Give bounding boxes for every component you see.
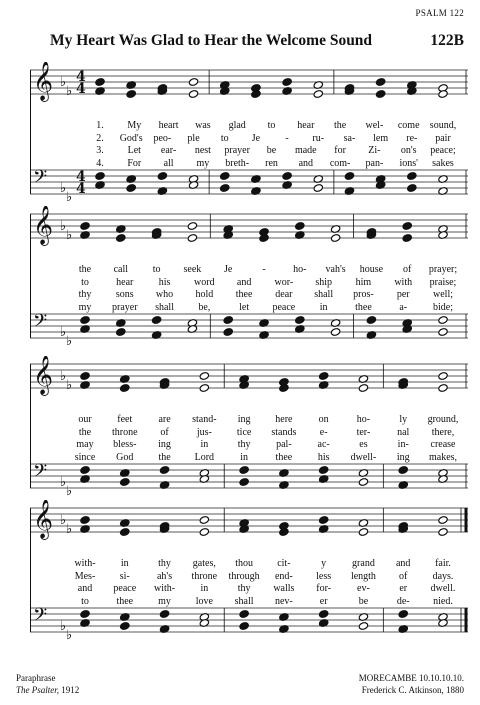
- tenor-note: [159, 610, 169, 619]
- lyric-syllable: his: [317, 451, 330, 463]
- alto-note: [120, 384, 130, 393]
- lyric-syllable: to: [81, 595, 89, 607]
- lyric-syllable: thy: [237, 439, 251, 450]
- hymn-number: 122B: [430, 32, 464, 49]
- psalter-year: 1912: [59, 685, 80, 695]
- soprano-note: [199, 516, 209, 525]
- lyric-syllable: Je: [251, 132, 261, 144]
- lyric-syllable: thee: [275, 451, 293, 463]
- lyric-syllable: the: [158, 451, 171, 463]
- lyric-syllable: on: [318, 414, 329, 425]
- tenor-note: [157, 172, 167, 181]
- flat-sign-icon: ♭: [60, 513, 67, 528]
- lyric-syllable: sakes: [432, 157, 454, 169]
- lyric-syllable: end-: [274, 570, 293, 582]
- lyric-syllable: e-: [319, 426, 328, 438]
- lyric-syllable: for: [334, 145, 346, 156]
- lyric-syllable: y: [321, 558, 327, 569]
- lyric-syllable: nal: [397, 426, 410, 438]
- lyric-syllable: less: [316, 570, 332, 582]
- lyric-syllable: nied.: [433, 595, 453, 607]
- lyric-syllable: in: [240, 451, 248, 463]
- lyric-syllable: ter-: [356, 426, 371, 438]
- treble-clef-icon: 𝄞: [33, 500, 54, 539]
- lyric-syllable: in: [319, 301, 328, 313]
- lyric-syllable: feet: [117, 414, 133, 425]
- lyric-syllable: prayer: [224, 145, 250, 156]
- lyric-syllable: pros-: [353, 289, 374, 300]
- lyric-syllable: thou: [235, 558, 253, 569]
- soprano-note: [295, 222, 305, 231]
- tenor-note: [318, 466, 328, 475]
- lyric-syllable: of: [160, 426, 169, 438]
- time-signature-digit: 4: [76, 81, 86, 97]
- lyric-syllable: Let: [127, 145, 141, 156]
- alto-note: [313, 90, 323, 99]
- lyric-syllable: love: [195, 595, 213, 607]
- lyric-syllable: thee: [355, 301, 372, 313]
- lyric-syllable: glad: [228, 120, 246, 131]
- flat-sign-icon: ♭: [66, 228, 73, 243]
- lyric-syllable: let: [239, 301, 250, 313]
- time-signature-digit: 4: [76, 181, 86, 197]
- soprano-note: [402, 222, 412, 231]
- lyric-syllable: tice: [236, 426, 252, 438]
- lyric-syllable: stand-: [192, 414, 217, 425]
- lyric-syllable: bless-: [113, 439, 137, 450]
- time-signature-digit: 4: [76, 69, 86, 85]
- flat-sign-icon: ♭: [66, 334, 73, 346]
- lyric-syllable: shall: [314, 289, 334, 300]
- lyric-syllable: for-: [316, 583, 332, 594]
- lyric-syllable: pal-: [276, 439, 292, 450]
- flat-sign-icon: ♭: [60, 75, 67, 90]
- soprano-note: [375, 78, 385, 87]
- bass-note: [358, 478, 368, 487]
- flat-sign-icon: ♭: [66, 378, 73, 393]
- alto-note: [199, 528, 209, 537]
- lyric-syllable: in: [200, 439, 209, 450]
- treble-clef-icon: 𝄞: [33, 356, 54, 395]
- lyric-syllable: si-: [119, 570, 130, 582]
- lyric-syllable: his: [158, 276, 171, 288]
- tenor-note: [95, 172, 105, 181]
- lyric-syllable: was: [195, 120, 211, 131]
- bass-note: [438, 328, 448, 337]
- lyric-syllable: who: [155, 289, 174, 300]
- lyric-syllable: seek: [183, 264, 202, 275]
- psalter-source: The Psalter,: [16, 685, 60, 695]
- lyric-syllable: dwell.: [430, 583, 456, 594]
- lyric-syllable: ac-: [317, 439, 330, 450]
- bass-note: [223, 328, 233, 337]
- flat-sign-icon: ♭: [60, 219, 67, 234]
- composer-credit: Frederick C. Atkinson, 1880: [361, 685, 464, 695]
- lyric-syllable: since: [74, 451, 96, 463]
- lyric-syllable: are: [158, 414, 171, 425]
- lyric-syllable: gates,: [192, 558, 216, 569]
- lyric-syllable: shall: [155, 301, 174, 313]
- lyric-syllable: a-: [399, 301, 408, 313]
- lyric-line-verse-4: [30, 596, 468, 608]
- lyric-syllable: -: [262, 264, 266, 275]
- lyric-syllable: 1.: [96, 120, 104, 131]
- lyric-syllable: the: [78, 264, 92, 275]
- tenor-note: [398, 610, 408, 619]
- soprano-note: [80, 222, 90, 231]
- bass-note: [330, 328, 340, 337]
- lyric-syllable: made: [294, 145, 317, 156]
- lyric-syllable: my: [158, 595, 171, 607]
- lyric-line-verse-1: [30, 264, 468, 276]
- flat-sign-icon: ♭: [60, 181, 67, 196]
- soprano-note: [282, 78, 292, 87]
- soprano-note: [318, 516, 328, 525]
- lyric-syllable: my: [196, 157, 210, 169]
- tenor-note: [407, 172, 417, 181]
- lyric-syllable: here: [275, 414, 293, 425]
- tenor-note: [80, 610, 90, 619]
- lyric-syllable: nev-: [274, 595, 293, 607]
- lyric-syllable: For: [127, 157, 142, 169]
- bass-clef-icon: 𝄢: [33, 311, 48, 336]
- time-signature-digit: 4: [76, 169, 86, 185]
- lyric-syllable: Lord: [194, 451, 215, 463]
- lyric-syllable: ground,: [427, 414, 459, 425]
- bass-clef-icon: 𝄢: [33, 167, 48, 192]
- lyric-syllable: through: [228, 570, 260, 582]
- lyric-syllable: with-: [74, 558, 96, 569]
- lyric-syllable: in-: [397, 439, 409, 450]
- flat-sign-icon: ♭: [66, 190, 73, 202]
- tenor-note: [438, 316, 448, 325]
- tenor-note: [80, 466, 90, 475]
- lyric-syllable: be: [358, 595, 369, 607]
- lyric-syllable: ing: [158, 439, 171, 450]
- lyric-syllable: God: [116, 451, 134, 463]
- bass-note: [358, 622, 368, 631]
- bass-note: [120, 478, 130, 487]
- lyric-syllable: prayer: [111, 301, 138, 313]
- lyric-syllable: thy: [158, 558, 171, 569]
- lyric-line-verse-1: [30, 120, 468, 132]
- tenor-note: [344, 172, 354, 181]
- flat-sign-icon: ♭: [66, 484, 73, 496]
- lyric-syllable: peo-: [153, 132, 172, 144]
- tenor-note: [220, 172, 230, 181]
- lyric-syllable: with: [394, 276, 413, 288]
- alto-note: [199, 384, 209, 393]
- lyric-syllable: my: [78, 301, 92, 313]
- bass-note: [239, 478, 249, 487]
- soprano-note: [95, 78, 105, 87]
- alto-note: [358, 384, 368, 393]
- lyric-syllable: breth-: [225, 157, 250, 169]
- lyric-syllable: ho-: [356, 414, 371, 425]
- lyric-syllable: peace: [272, 301, 296, 313]
- lyric-syllable: nest: [194, 145, 211, 156]
- lyric-line-verse-3: [30, 583, 468, 595]
- lyric-syllable: 3.: [96, 145, 104, 156]
- treble-clef-icon: 𝄞: [33, 206, 54, 245]
- lyric-syllable: dear: [275, 289, 293, 300]
- lyric-syllable: God's: [119, 132, 143, 144]
- lyric-syllable: to: [81, 276, 89, 288]
- alto-note: [120, 528, 130, 537]
- lyric-syllable: 2.: [96, 132, 104, 144]
- lyric-syllable: him: [355, 276, 372, 288]
- flat-sign-icon: ♭: [60, 369, 67, 384]
- lyric-syllable: makes,: [428, 451, 458, 463]
- alto-note: [126, 90, 136, 99]
- lyric-syllable: days.: [432, 570, 454, 582]
- alto-note: [438, 528, 448, 537]
- lyric-syllable: ly: [399, 414, 408, 425]
- lyric-line-verse-2: [30, 571, 468, 583]
- lyric-line-verse-4: [30, 302, 468, 314]
- lyric-syllable: word: [194, 276, 215, 288]
- lyric-syllable: length: [350, 570, 376, 582]
- lyric-syllable: grand: [352, 558, 375, 569]
- lyric-syllable: cit-: [277, 558, 291, 569]
- lyric-line-verse-3: [30, 145, 468, 157]
- lyric-syllable: Mes-: [74, 570, 96, 582]
- lyric-syllable: to: [267, 120, 276, 131]
- lyric-syllable: er: [399, 583, 408, 594]
- lyric-syllable: com-: [329, 157, 351, 169]
- lyric-syllable: be: [266, 145, 277, 156]
- lyric-syllable: ing: [396, 451, 410, 463]
- tune-name-meter: MORECAMBE 10.10.10.10.: [358, 673, 464, 683]
- bass-note: [126, 184, 136, 193]
- alto-note: [438, 384, 448, 393]
- lyric-syllable: hold: [195, 289, 214, 300]
- lyric-syllable: ho-: [293, 264, 307, 275]
- alto-note: [402, 234, 412, 243]
- lyric-syllable: of: [403, 264, 412, 275]
- lyric-syllable: the: [78, 426, 92, 438]
- lyric-syllable: wor-: [274, 276, 294, 288]
- alto-note: [330, 234, 340, 243]
- lyric-syllable: thy: [237, 583, 251, 594]
- lyric-syllable: pan-: [365, 157, 384, 169]
- treble-clef-icon: 𝄞: [33, 62, 54, 101]
- lyric-syllable: jus-: [196, 426, 212, 438]
- lyric-syllable: throne: [111, 426, 138, 438]
- lyric-syllable: to: [220, 132, 229, 144]
- text-credit-line-1: Paraphrase: [16, 673, 56, 683]
- lyric-syllable: be,: [198, 301, 211, 313]
- lyric-syllable: re-: [406, 132, 418, 144]
- bass-clef-icon: 𝄢: [33, 461, 48, 486]
- lyric-syllable: Je: [224, 264, 233, 275]
- lyric-syllable: pair: [435, 132, 451, 144]
- bass-note: [407, 184, 417, 193]
- lyric-syllable: de-: [396, 595, 410, 607]
- flat-sign-icon: ♭: [66, 628, 73, 640]
- flat-sign-icon: ♭: [66, 84, 73, 99]
- alto-note: [188, 90, 198, 99]
- alto-note: [187, 234, 197, 243]
- alto-note: [358, 528, 368, 537]
- lyric-syllable: shall: [234, 595, 254, 607]
- soprano-note: [199, 372, 209, 381]
- lyric-syllable: heart: [158, 120, 179, 131]
- lyric-syllable: ions': [399, 157, 418, 169]
- lyric-syllable: per: [396, 289, 410, 300]
- lyric-syllable: sound,: [429, 120, 457, 131]
- tenor-note: [282, 172, 292, 181]
- lyric-syllable: dwell-: [350, 451, 377, 463]
- bass-note: [313, 184, 323, 193]
- lyric-syllable: and: [395, 558, 411, 569]
- lyric-line-verse-1: [30, 414, 468, 426]
- flat-sign-icon: ♭: [60, 475, 67, 490]
- soprano-note: [318, 372, 328, 381]
- lyric-syllable: in: [200, 583, 209, 594]
- flat-sign-icon: ♭: [60, 325, 67, 340]
- lyric-syllable: ah's: [156, 570, 173, 582]
- soprano-note: [438, 372, 448, 381]
- lyric-syllable: lem: [373, 132, 389, 144]
- hymn-title: My Heart Was Glad to Hear the Welcome Sound: [50, 32, 373, 49]
- lyric-syllable: thee: [116, 595, 134, 607]
- lyric-syllable: prayer;: [428, 264, 458, 275]
- bass-note: [220, 184, 230, 193]
- tenor-note: [295, 316, 305, 325]
- lyric-syllable: praise;: [429, 276, 457, 288]
- lyric-line-verse-2: [30, 133, 468, 145]
- lyric-syllable: ev-: [357, 583, 370, 594]
- tenor-note: [398, 466, 408, 475]
- lyric-syllable: ing: [237, 414, 251, 425]
- lyric-syllable: hear: [116, 276, 134, 288]
- soprano-note: [80, 372, 90, 381]
- lyric-syllable: well;: [433, 289, 453, 300]
- lyric-syllable: the: [333, 120, 347, 131]
- lyric-syllable: vah's: [325, 264, 346, 275]
- lyric-syllable: call: [113, 264, 129, 275]
- lyric-syllable: peace;: [430, 145, 456, 156]
- tenor-note: [366, 316, 376, 325]
- lyric-syllable: fair.: [435, 558, 451, 569]
- lyric-syllable: throne: [191, 570, 218, 582]
- lyric-syllable: of: [399, 570, 408, 582]
- lyric-syllable: and: [77, 583, 93, 594]
- tenor-note: [239, 466, 249, 475]
- soprano-note: [438, 516, 448, 525]
- lyric-syllable: sa-: [343, 132, 356, 144]
- lyric-syllable: 4.: [96, 157, 104, 169]
- lyric-syllable: our: [78, 414, 92, 425]
- lyric-syllable: thy: [78, 289, 92, 300]
- soprano-note: [80, 516, 90, 525]
- flat-sign-icon: ♭: [66, 522, 73, 537]
- lyric-line-verse-2: [30, 277, 468, 289]
- lyric-syllable: in: [120, 558, 129, 569]
- tenor-note: [151, 316, 161, 325]
- lyric-syllable: ren: [265, 157, 278, 169]
- lyric-line-verse-2: [30, 427, 468, 439]
- lyric-syllable: -: [285, 132, 289, 144]
- lyric-syllable: sons: [115, 289, 134, 300]
- lyric-line-verse-1: [30, 558, 468, 570]
- lyric-syllable: es: [359, 439, 368, 450]
- lyric-syllable: and: [236, 276, 252, 288]
- lyric-syllable: to: [152, 264, 161, 275]
- soprano-note: [188, 78, 198, 87]
- text-credit-line-2: [16, 684, 79, 696]
- lyric-syllable: My: [127, 120, 142, 131]
- lyric-syllable: all: [163, 157, 174, 169]
- lyric-syllable: bide;: [433, 301, 453, 313]
- bass-note: [116, 328, 126, 337]
- tenor-note: [223, 316, 233, 325]
- tune-credit: [359, 672, 464, 696]
- tenor-note: [318, 610, 328, 619]
- lyric-syllable: ear-: [160, 145, 177, 156]
- tenor-note: [159, 466, 169, 475]
- lyric-syllable: thee: [235, 289, 253, 300]
- psalm-reference: PSALM 122: [415, 8, 464, 18]
- bass-note: [120, 622, 130, 631]
- lyric-line-verse-3: [30, 439, 468, 451]
- lyric-syllable: with-: [153, 583, 176, 594]
- lyric-syllable: and: [298, 157, 314, 169]
- bass-clef-icon: 𝄢: [33, 605, 48, 630]
- lyric-syllable: wel-: [365, 120, 384, 131]
- soprano-note: [187, 222, 197, 231]
- lyric-syllable: ru-: [312, 132, 325, 144]
- flat-sign-icon: ♭: [60, 619, 67, 634]
- lyric-syllable: come: [397, 120, 420, 131]
- lyric-syllable: on's: [400, 145, 417, 156]
- tenor-note: [239, 610, 249, 619]
- lyric-syllable: hear: [297, 120, 315, 131]
- alto-note: [116, 234, 126, 243]
- lyric-syllable: er: [319, 595, 328, 607]
- lyric-syllable: ship: [315, 276, 332, 288]
- lyric-syllable: walls: [273, 583, 295, 594]
- bass-note: [239, 622, 249, 631]
- lyric-syllable: there,: [431, 426, 455, 438]
- lyric-syllable: house: [359, 264, 384, 275]
- text-credit: [16, 672, 79, 696]
- lyric-syllable: crease: [430, 439, 456, 450]
- lyric-line-verse-4: [30, 452, 468, 464]
- lyric-line-verse-4: [30, 158, 468, 170]
- lyric-syllable: stands: [271, 426, 297, 438]
- lyric-syllable: ple: [187, 132, 200, 144]
- lyric-syllable: Zi-: [368, 145, 381, 156]
- lyric-line-verse-3: [30, 289, 468, 301]
- lyric-syllable: may: [76, 439, 94, 450]
- alto-note: [375, 90, 385, 99]
- lyric-syllable: peace: [113, 583, 137, 594]
- tenor-note: [80, 316, 90, 325]
